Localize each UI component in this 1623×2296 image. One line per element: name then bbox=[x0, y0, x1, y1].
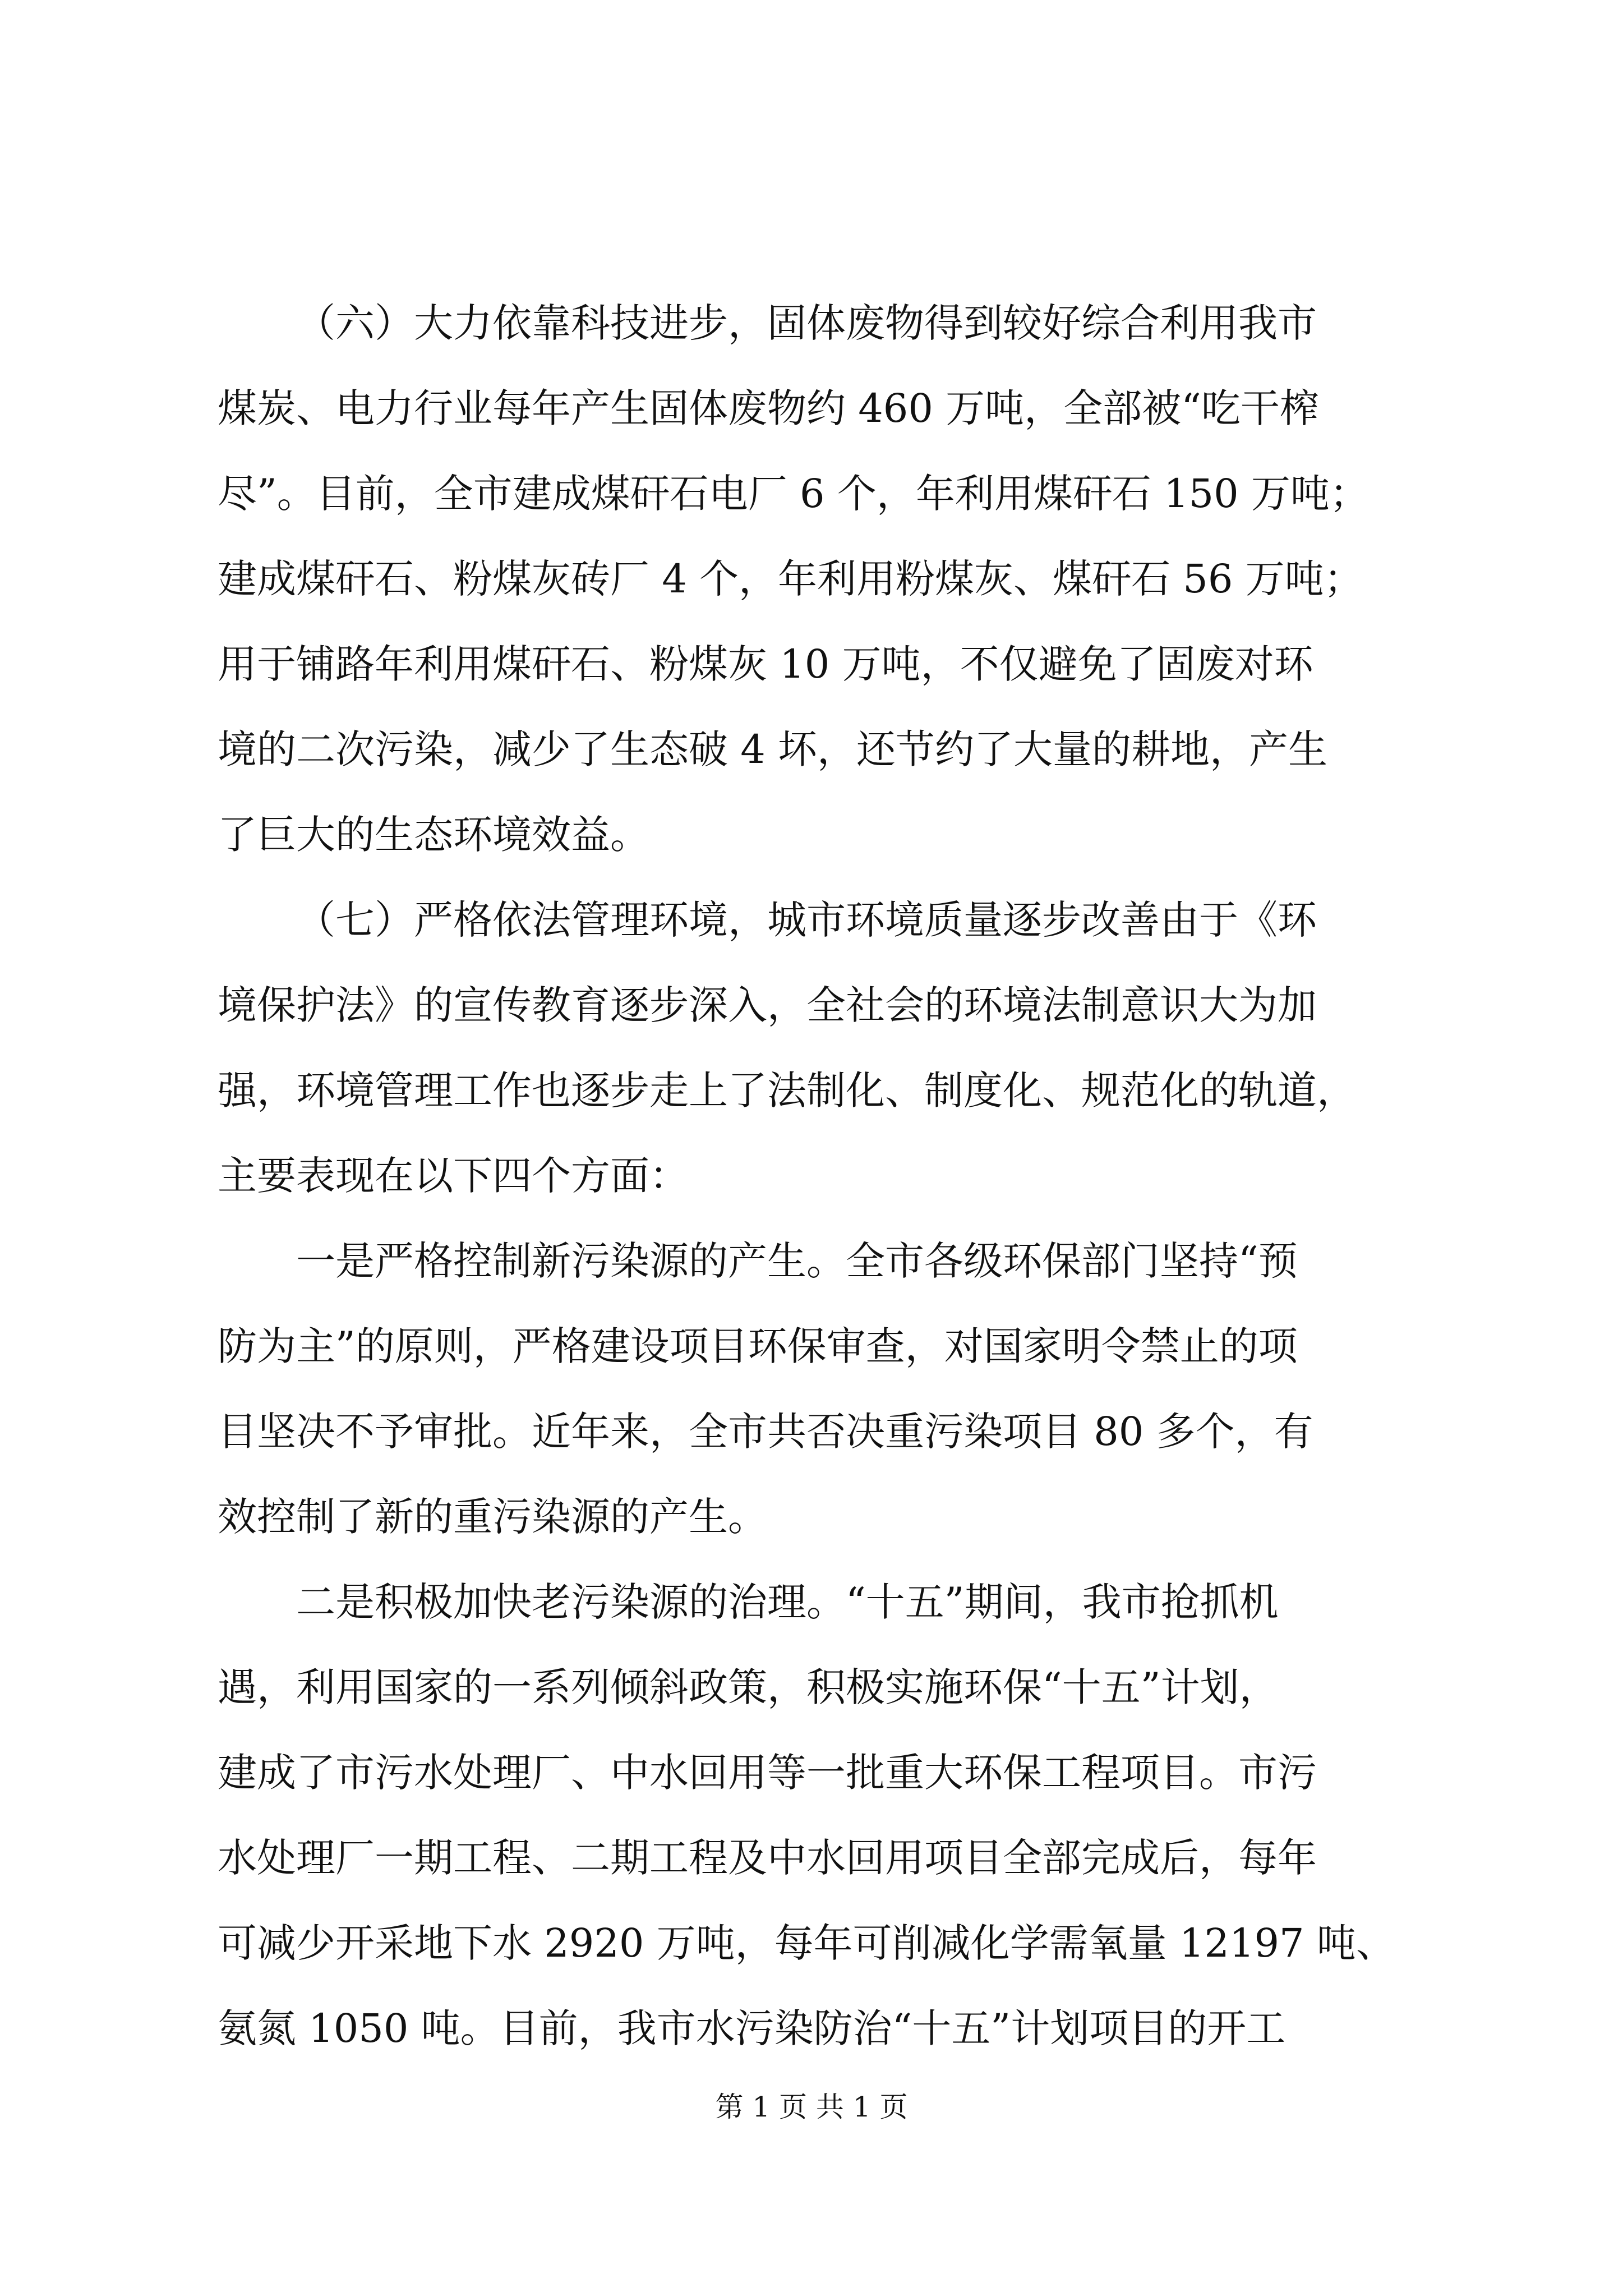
text-line: 建成了市污水处理厂、中水回用等一批重大环保工程项目。市污 bbox=[218, 1750, 1317, 1796]
text-line: 二是积极加快老污染源的治理。“十五”期间，我市抢抓机 bbox=[296, 1579, 1279, 1625]
text-line: （六）大力依靠科技进步，固体废物得到较好综合利用我市 bbox=[296, 300, 1317, 346]
text-line: （七）严格依法管理环境，城市环境质量逐步改善由于《环 bbox=[296, 897, 1317, 943]
text-line: 了巨大的生态环境效益。 bbox=[218, 812, 649, 858]
text-line: 主要表现在以下四个方面： bbox=[218, 1153, 689, 1199]
text-line: 防为主”的原则，严格建设项目环保审查，对国家明令禁止的项 bbox=[218, 1323, 1298, 1369]
text-line: 尽”。目前，全市建成煤矸石电厂 6 个，年利用煤矸石 150 万吨； bbox=[218, 471, 1369, 517]
text-line: 遇，利用国家的一系列倾斜政策，积极实施环保“十五”计划， bbox=[218, 1664, 1279, 1710]
text-line: 境的二次污染，减少了生态破 4 坏，还节约了大量的耕地，产生 bbox=[218, 726, 1328, 772]
page-footer bbox=[0, 2085, 1623, 2129]
text-line: 建成煤矸石、粉煤灰砖厂 4 个，年利用粉煤灰、煤矸石 56 万吨； bbox=[218, 556, 1363, 602]
text-line: 一是严格控制新污染源的产生。全市各级环保部门坚持“预 bbox=[296, 1238, 1298, 1284]
text-line: 效控制了新的重污染源的产生。 bbox=[218, 1494, 767, 1540]
text-line: 可减少开采地下水 2920 万吨，每年可削减化学需氧量 12197 吨、 bbox=[218, 1920, 1395, 1966]
document-body bbox=[218, 280, 1440, 2071]
text-line: 水处理厂一期工程、二期工程及中水回用项目全部完成后，每年 bbox=[218, 1835, 1317, 1881]
page-number-label: 第 1 页 共 1 页 bbox=[715, 2091, 908, 2123]
text-line: 煤炭、电力行业每年产生固体废物约 460 万吨，全部被“吃干榨 bbox=[218, 385, 1319, 431]
text-line: 境保护法》的宣传教育逐步深入，全社会的环境法制意识大为加 bbox=[218, 982, 1317, 1028]
text-line: 氨氮 1050 吨。目前，我市水污染防治“十五”计划项目的开工 bbox=[218, 2005, 1286, 2051]
text-line: 用于铺路年利用煤矸石、粉煤灰 10 万吨，不仅避免了固废对环 bbox=[218, 641, 1313, 687]
text-line: 强，环境管理工作也逐步走上了法制化、制度化、规范化的轨道， bbox=[218, 1068, 1356, 1114]
text-line: 目坚决不予审批。近年来，全市共否决重污染项目 80 多个，有 bbox=[218, 1409, 1313, 1455]
